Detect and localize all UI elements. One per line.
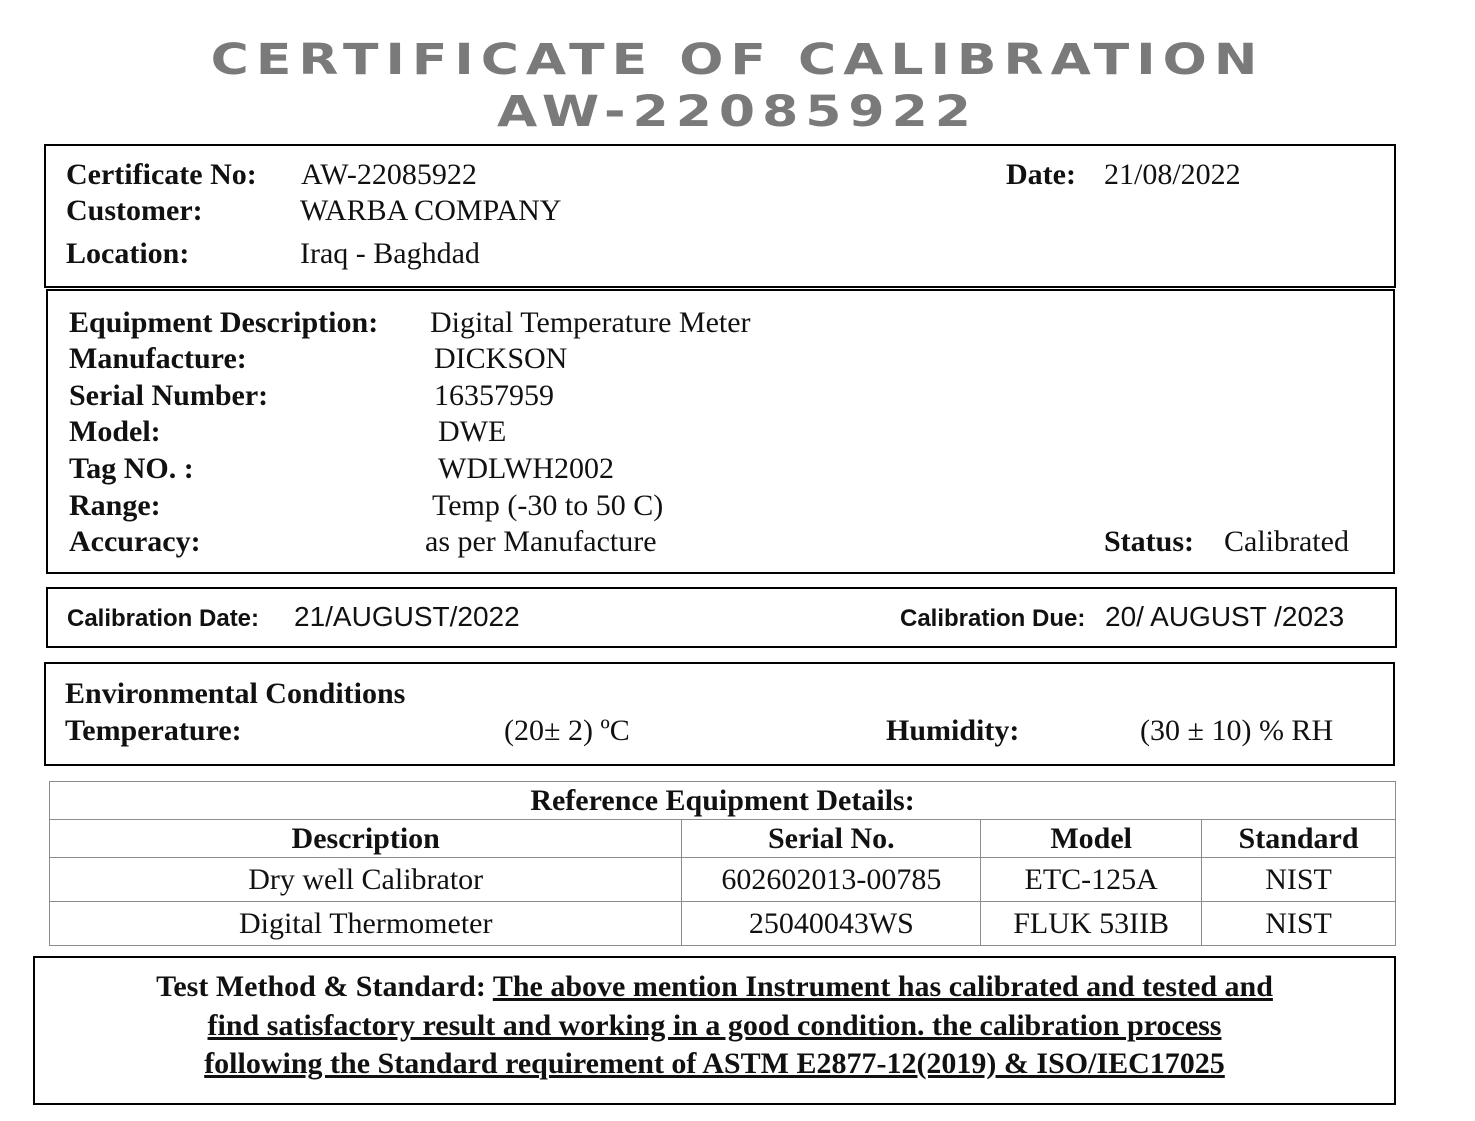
cell-standard: NIST — [1202, 858, 1396, 902]
date-value: 21/08/2022 — [1104, 158, 1241, 191]
reference-columns-row — [50, 820, 1396, 858]
environmental-conditions-heading: Environmental Conditions — [65, 677, 406, 710]
status-value: Calibrated — [1224, 525, 1349, 558]
certificate-title-number: AW-22085922 — [497, 87, 978, 137]
humidity-label: Humidity: — [886, 714, 1020, 747]
serial-number-value: 16357959 — [434, 379, 554, 412]
cell-model: ETC-125A — [981, 858, 1202, 902]
certificate-no-label: Certificate No: — [66, 158, 257, 191]
test-method-text-1: The above mention Instrument has calibrated and tested and — [492, 970, 1273, 1003]
tag-value: WDLWH2002 — [438, 452, 615, 485]
temperature-label: Temperature: — [65, 714, 242, 747]
range-value: Temp (-30 to 50 C) — [432, 489, 664, 522]
status-label: Status: — [1104, 525, 1195, 558]
humidity-value: (30 ± 10) % RH — [1140, 714, 1334, 747]
temperature-value: (20± 2) ºC — [504, 714, 630, 747]
certificate-header-box — [44, 144, 1396, 288]
accuracy-value: as per Manufacture — [425, 525, 657, 558]
date-label: Date: — [1006, 158, 1076, 191]
location-label: Location: — [66, 237, 190, 270]
calibration-date-label: Calibration Date: — [67, 605, 260, 632]
cell-serial-no: 25040043WS — [682, 902, 981, 946]
customer-label: Customer: — [66, 194, 203, 227]
model-label: Model: — [69, 415, 161, 448]
table-row — [50, 858, 1396, 902]
column-serial-no: Serial No. — [682, 820, 981, 858]
calibration-dates-box — [46, 587, 1397, 648]
customer-value: WARBA COMPANY — [300, 194, 562, 227]
cell-description: Dry well Calibrator — [50, 858, 682, 902]
cell-description: Digital Thermometer — [50, 902, 682, 946]
test-method-box — [33, 956, 1396, 1105]
column-description: Description — [50, 820, 682, 858]
column-standard: Standard — [1202, 820, 1396, 858]
range-label: Range: — [69, 489, 161, 522]
column-model: Model — [981, 820, 1202, 858]
reference-equipment-heading: Reference Equipment Details: — [50, 782, 1396, 820]
environmental-conditions-box — [44, 662, 1395, 766]
calibration-due-value: 20/ AUGUST /2023 — [1105, 601, 1345, 632]
manufacture-value: DICKSON — [434, 342, 568, 375]
model-value: DWE — [438, 415, 507, 448]
certificate-title: CERTIFICATE OF CALIBRATION — [210, 35, 1265, 85]
reference-equipment-table — [49, 781, 1396, 946]
table-row — [50, 902, 1396, 946]
accuracy-label: Accuracy: — [69, 525, 201, 558]
equipment-box — [46, 289, 1395, 574]
test-method-label: Test Method & Standard: — [156, 970, 486, 1003]
location-value: Iraq - Baghdad — [300, 237, 480, 270]
calibration-date-value: 21/AUGUST/2022 — [294, 601, 520, 632]
reference-heading-row — [50, 782, 1396, 820]
test-method-text-3: following the Standard requirement of ASTM E2877-12(2019) & ISO/IEC17025 — [204, 1047, 1225, 1080]
serial-number-label: Serial Number: — [69, 379, 269, 412]
cell-model: FLUK 53IIB — [981, 902, 1202, 946]
manufacture-label: Manufacture: — [69, 342, 247, 375]
tag-label: Tag NO. : — [69, 452, 194, 485]
cell-serial-no: 602602013-00785 — [682, 858, 981, 902]
certificate-no-value: AW-22085922 — [301, 158, 477, 191]
cell-standard: NIST — [1202, 902, 1396, 946]
equipment-description-label: Equipment Description: — [69, 306, 379, 339]
calibration-due-label: Calibration Due: — [900, 605, 1086, 632]
equipment-description-value: Digital Temperature Meter — [430, 306, 751, 339]
test-method-line-1 — [35, 970, 1394, 1004]
test-method-text-2: find satisfactory result and working in a good condition. the calibration process — [207, 1009, 1222, 1042]
